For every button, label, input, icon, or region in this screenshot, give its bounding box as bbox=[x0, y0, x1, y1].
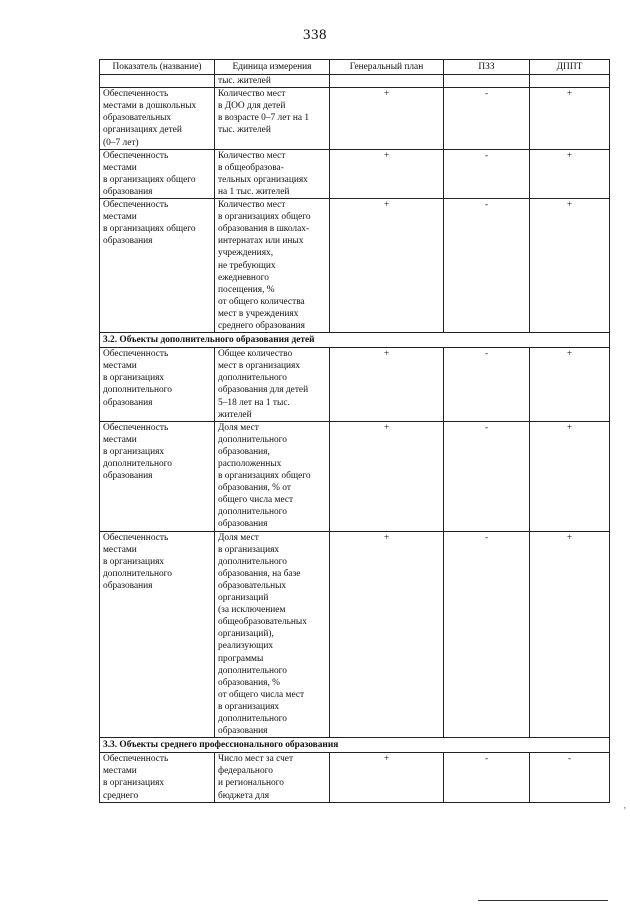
indicator-cell: Обеспеченность местами в организациях общего образования bbox=[100, 149, 215, 198]
indicator-cell: Обеспеченность местами в организациях общего образования bbox=[100, 199, 215, 333]
section-title: 3.3. Объекты среднего профессионального образования bbox=[100, 738, 610, 753]
dppt-cell: + bbox=[530, 531, 610, 738]
table-header-row bbox=[100, 60, 610, 75]
general-plan-cell: + bbox=[330, 348, 444, 422]
section-row bbox=[100, 738, 610, 753]
indicator-cell: Обеспеченность местами в организациях дополнительного образования bbox=[100, 348, 215, 422]
pzz-cell bbox=[444, 75, 530, 88]
dppt-cell: + bbox=[530, 199, 610, 333]
pzz-cell: - bbox=[444, 149, 530, 198]
footer-rule bbox=[478, 900, 608, 901]
unit-cell: Доля мест дополнительного образования, расположенных в организациях общего образования, % от общего числа мест дополнительного образования bbox=[215, 421, 330, 531]
dppt-cell bbox=[530, 75, 610, 88]
header-pzz: ПЗЗ bbox=[444, 60, 530, 75]
pzz-cell: - bbox=[444, 88, 530, 149]
general-plan-cell: + bbox=[330, 199, 444, 333]
table-row bbox=[100, 421, 610, 531]
general-plan-cell: + bbox=[330, 149, 444, 198]
unit-cell: Доля мест в организациях дополнительного образования, на базе образовательных организаций (за исключением общеобразовательных организаций), реализующих программы дополнительного образования, % от общего числа мест в организациях дополнительного образования bbox=[215, 531, 330, 738]
pzz-cell: - bbox=[444, 421, 530, 531]
header-general-plan: Генеральный план bbox=[330, 60, 444, 75]
table-body bbox=[100, 75, 610, 803]
header-unit: Единица измерения bbox=[215, 60, 330, 75]
unit-cell: тыс. жителей bbox=[215, 75, 330, 88]
unit-cell: Количество мест в ДОО для детей в возрасте 0–7 лет на 1 тыс. жителей bbox=[215, 88, 330, 149]
table-row bbox=[100, 199, 610, 333]
table-row bbox=[100, 531, 610, 738]
table-row bbox=[100, 753, 610, 802]
indicator-cell: Обеспеченность местами в организациях дополнительного образования bbox=[100, 531, 215, 738]
section-title: 3.2. Объекты дополнительного образования детей bbox=[100, 333, 610, 348]
dppt-cell: + bbox=[530, 88, 610, 149]
section-row bbox=[100, 333, 610, 348]
table-row bbox=[100, 149, 610, 198]
table-row bbox=[100, 75, 610, 88]
general-plan-cell bbox=[330, 75, 444, 88]
general-plan-cell: + bbox=[330, 531, 444, 738]
indicator-table bbox=[99, 59, 610, 803]
indicator-cell: Обеспеченность местами в организациях дополнительного образования bbox=[100, 421, 215, 531]
general-plan-cell: + bbox=[330, 88, 444, 149]
dppt-cell: + bbox=[530, 421, 610, 531]
margin-mark: , bbox=[623, 800, 626, 810]
pzz-cell: - bbox=[444, 753, 530, 802]
dppt-cell: + bbox=[530, 348, 610, 422]
indicator-cell bbox=[100, 75, 215, 88]
header-dppt: ДППТ bbox=[530, 60, 610, 75]
dppt-cell: + bbox=[530, 149, 610, 198]
table-row bbox=[100, 88, 610, 149]
pzz-cell: - bbox=[444, 531, 530, 738]
general-plan-cell: + bbox=[330, 753, 444, 802]
pzz-cell: - bbox=[444, 348, 530, 422]
indicator-cell: Обеспеченность местами в организациях среднего bbox=[100, 753, 215, 802]
unit-cell: Количество мест в общеобразова- тельных организациях на 1 тыс. жителей bbox=[215, 149, 330, 198]
table-row bbox=[100, 348, 610, 422]
header-indicator: Показатель (название) bbox=[100, 60, 215, 75]
unit-cell: Число мест за счет федерального и регионального бюджета для bbox=[215, 753, 330, 802]
dppt-cell: - bbox=[530, 753, 610, 802]
unit-cell: Количество мест в организациях общего образования в школах- интернатах или иных учреждениях, не требующих ежедневного посещения, % от общего количества мест в учреждениях среднего образования bbox=[215, 199, 330, 333]
unit-cell: Общее количество мест в организациях дополнительного образования для детей 5–18 лет на 1 тыс. жителей bbox=[215, 348, 330, 422]
indicator-cell: Обеспеченность местами в дошкольных образовательных организациях детей (0–7 лет) bbox=[100, 88, 215, 149]
pzz-cell: - bbox=[444, 199, 530, 333]
page-number: 338 bbox=[303, 27, 327, 43]
general-plan-cell: + bbox=[330, 421, 444, 531]
